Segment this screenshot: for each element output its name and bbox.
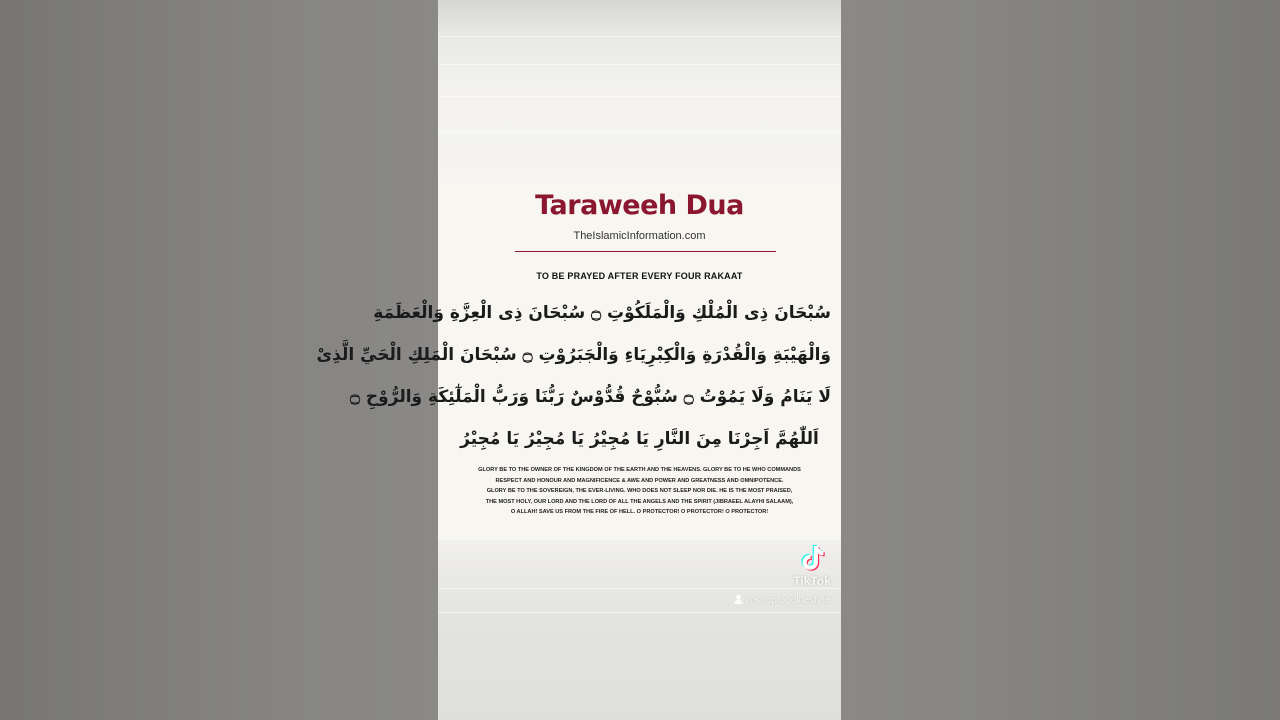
frame-band — [438, 96, 841, 97]
translation-line: O ALLAH! SAVE US FROM THE FIRE OF HELL. O PROTECTOR! O PROTECTOR! O PROTECTOR! — [510, 509, 769, 515]
frame-band — [438, 64, 841, 65]
arabic-dua — [316, 292, 831, 460]
title-divider — [515, 251, 776, 252]
handle-text: @shopfoodlifestyle — [745, 595, 830, 606]
tiktok-watermark — [788, 544, 836, 588]
translation-line: GLORY BE TO THE SOVEREIGN, THE EVER-LIVING. WHO DOES NOT SLEEP NOR DIE. HE IS THE MOST PRAISED, — [486, 488, 793, 494]
tiktok-brand: TikTok — [793, 574, 831, 588]
poster-site: TheIslamicInformation.com — [573, 230, 706, 242]
arabic-line: لَا يَنَامُ وَلَا يَمُوْتُ ۝ سُبُّوْحٌ قُدُّوْسٌ رَبُّنَا وَرَبُّ الْمَلٰٓئِكَةِ وَالرُّوْحِ ۝ — [350, 387, 831, 407]
creator-handle — [734, 594, 838, 608]
video-frame[interactable] — [316, 0, 841, 720]
translation-line: THE MOST HOLY, OUR LORD AND THE LORD OF ALL THE ANGELS AND THE SPIRIT (JIBRAEEL ALAYHI SALAAM), — [485, 498, 794, 505]
user-icon — [734, 594, 743, 608]
arabic-line: وَالْهَيْبَةِ وَالْقُدْرَةِ وَالْكِبْرِيَاءِ وَالْجَبَرُوْتِ ۝ سُبْحَانَ الْمَلِكِ الْحَيِّ الَّذِىْ — [316, 345, 831, 365]
arabic-line: سُبْحَانَ ذِى الْمُلْكِ وَالْمَلَكُوْتِ ۝ سُبْحَانَ ذِى الْعِزَّةِ وَالْعَظَمَةِ — [373, 303, 831, 323]
frame-band — [438, 36, 841, 37]
frame-band — [438, 132, 841, 133]
arabic-line: اَللّٰهُمَّ اَجِرْنَا مِنَ النَّارِ يَا مُجِيْرُ يَا مُجِيْرُ يَا مُجِيْرُ — [460, 429, 819, 449]
poster-instruction: TO BE PRAYED AFTER EVERY FOUR RAKAAT — [536, 271, 743, 281]
english-translation — [450, 465, 829, 518]
poster-title: Taraweeh Dua — [535, 190, 744, 221]
frame-band — [438, 612, 841, 613]
tiktok-note-icon — [788, 544, 836, 572]
translation-line: RESPECT AND HONOUR AND MAGNIFICENCE & AWE AND POWER AND GREATNESS AND OMNIPOTENCE. — [495, 477, 784, 484]
frame-band — [438, 588, 841, 589]
translation-line: GLORY BE TO THE OWNER OF THE KINGDOM OF THE EARTH AND THE HEAVENS. GLORY BE TO HE WHO COMMANDS — [478, 467, 801, 473]
